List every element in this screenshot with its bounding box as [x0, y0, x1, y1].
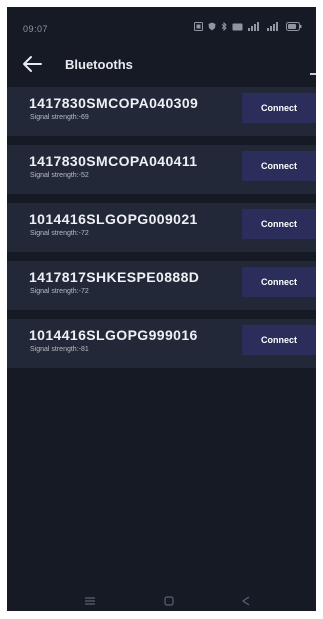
device-list	[7, 87, 316, 377]
device-signal-strength: Signal strength:-69	[30, 114, 89, 121]
status-time: 09:07	[23, 24, 49, 34]
device-name: 1417830SMCOPA040309	[29, 95, 199, 111]
connect-button[interactable]: Connect	[242, 93, 316, 123]
device-item	[7, 261, 316, 310]
bluetooth-icon	[221, 22, 227, 34]
device-signal-strength: Signal strength:-72	[30, 230, 89, 237]
shield-icon	[208, 22, 216, 34]
header-divider	[310, 73, 316, 75]
home-icon[interactable]	[162, 594, 176, 606]
signal-icon	[267, 22, 281, 34]
device-item	[7, 319, 316, 368]
menu-icon[interactable]	[83, 594, 97, 606]
connect-button[interactable]: Connect	[242, 267, 316, 297]
connect-button[interactable]: Connect	[242, 209, 316, 239]
navigation-bar	[7, 589, 316, 611]
connect-button[interactable]: Connect	[242, 151, 316, 181]
cast-icon	[232, 22, 243, 34]
screen	[7, 7, 316, 611]
device-signal-strength: Signal strength:-52	[30, 172, 89, 179]
device-name: 1417830SMCOPA040411	[29, 153, 198, 169]
device-item	[7, 87, 316, 136]
device-name: 1417817SHKESPE0888D	[29, 269, 200, 285]
device-name: 1014416SLGOPG999016	[29, 327, 198, 343]
device-name: 1014416SLGOPG009021	[29, 211, 198, 227]
battery-icon	[286, 22, 302, 34]
page-title: Bluetooths	[65, 57, 133, 72]
status-icons	[194, 22, 302, 34]
signal-icon	[248, 22, 262, 34]
back-icon[interactable]	[239, 594, 253, 606]
device-item	[7, 145, 316, 194]
connect-button[interactable]: Connect	[242, 325, 316, 355]
device-signal-strength: Signal strength:-81	[30, 346, 89, 353]
arrow-left-icon[interactable]	[21, 54, 43, 74]
device-signal-strength: Signal strength:-72	[30, 288, 89, 295]
status-bar	[7, 7, 316, 43]
notification-icon	[194, 22, 203, 34]
device-item	[7, 203, 316, 252]
app-header	[7, 45, 316, 87]
